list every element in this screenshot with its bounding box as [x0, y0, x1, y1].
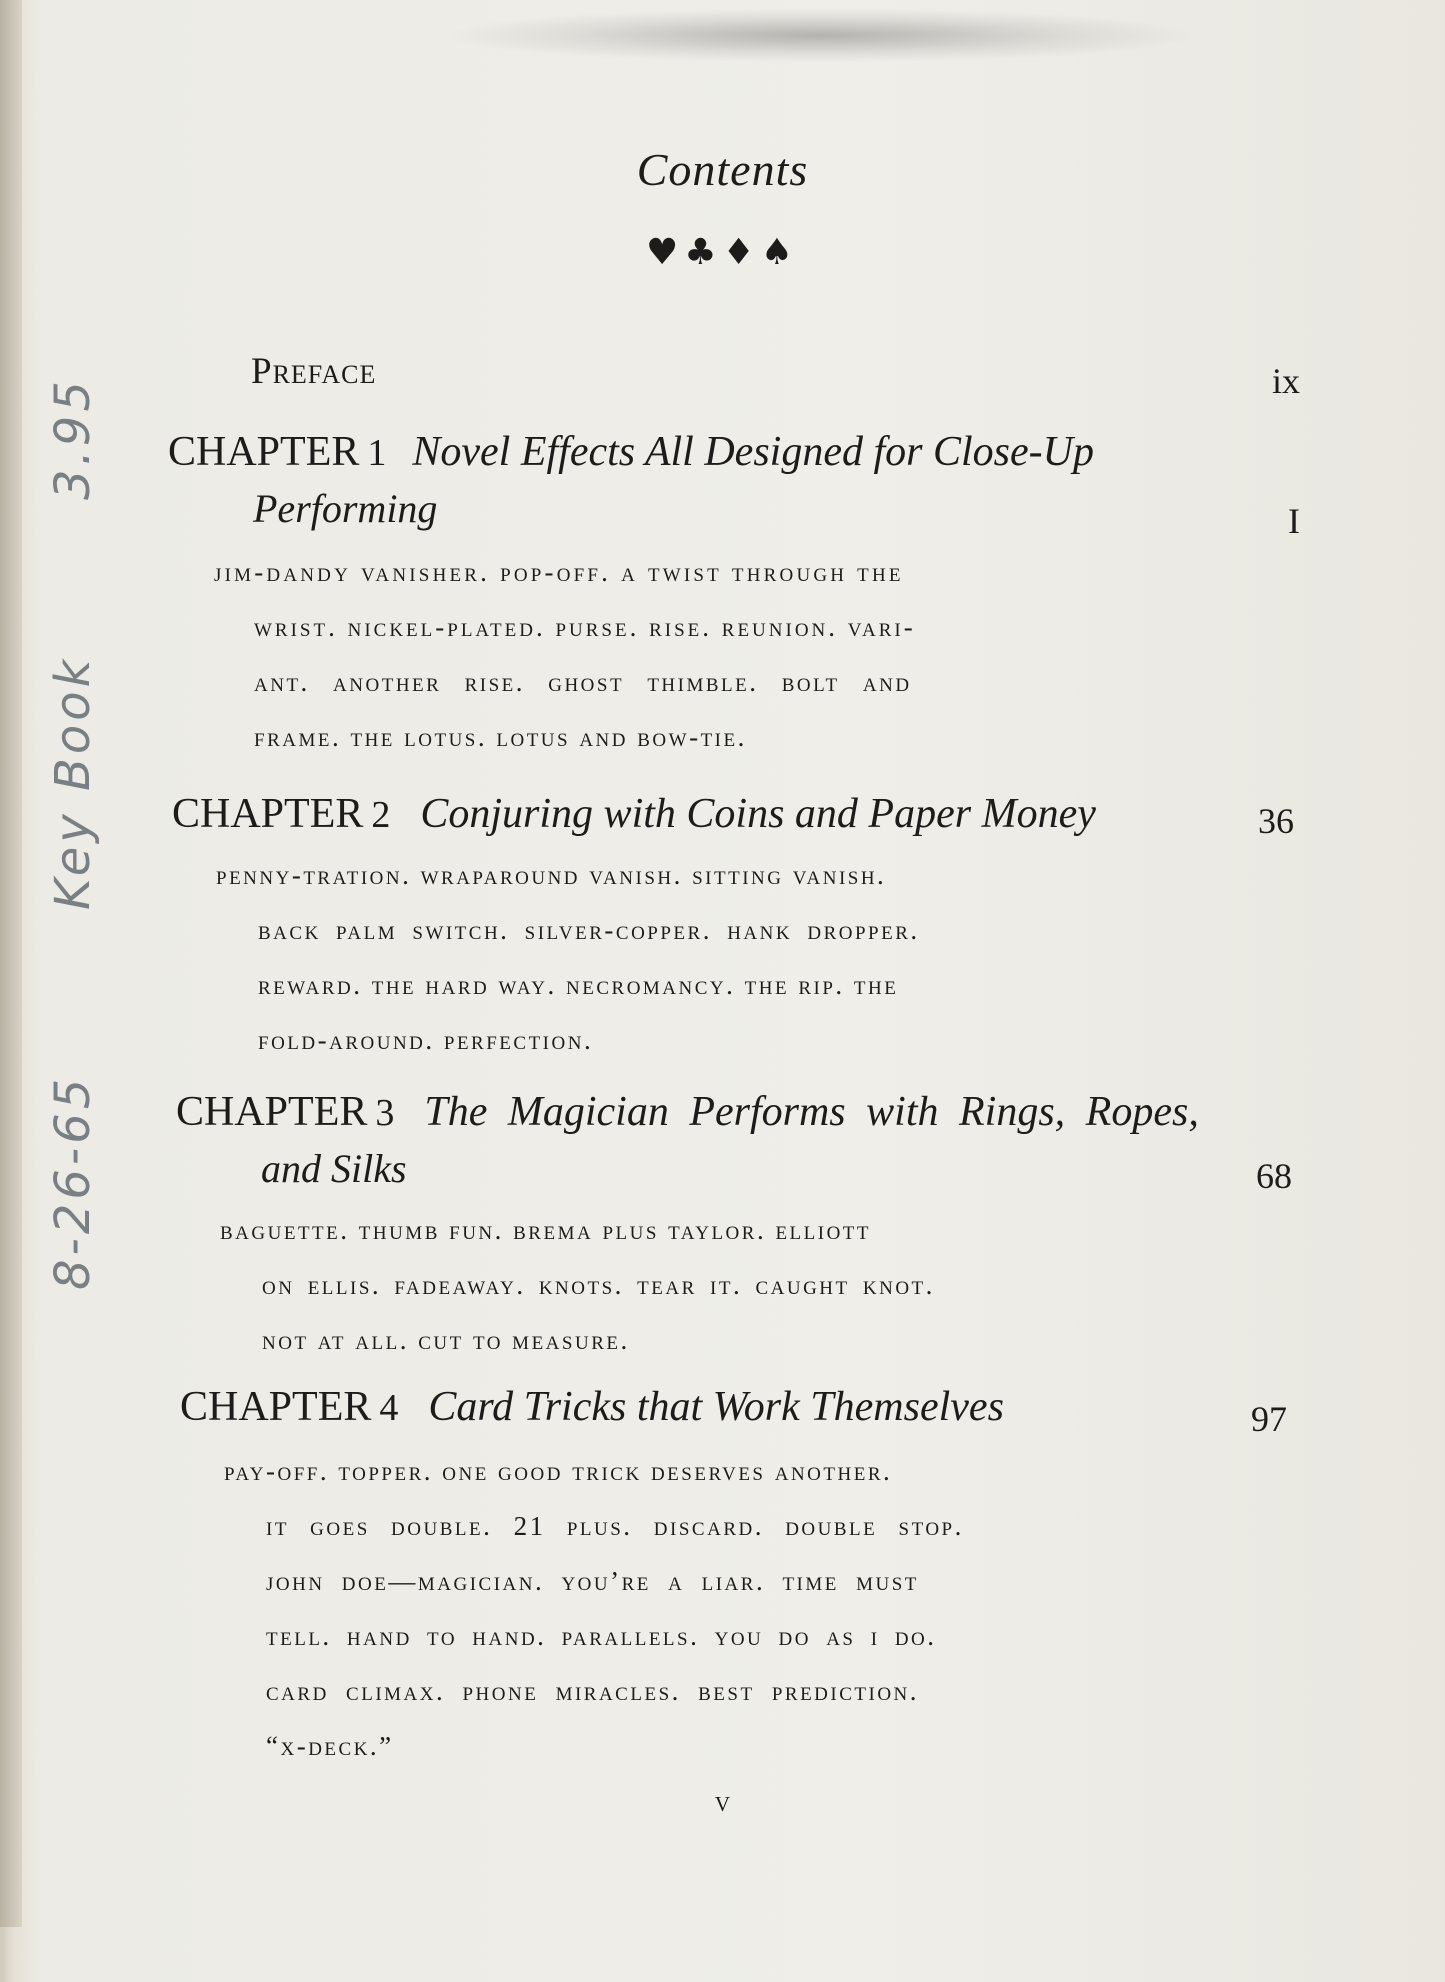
chapter-4-label: CHAPTER	[180, 1384, 372, 1430]
chapter-2-contents-line: fold-around. perfection.	[258, 1025, 594, 1055]
chapter-4-contents-line: card climax. phone miracles. best prediction.	[266, 1676, 920, 1706]
chapter-4-heading	[180, 1383, 1004, 1431]
chapter-3-number: 3	[375, 1092, 395, 1134]
ink-smudge	[440, 8, 1200, 63]
chapter-4-contents	[224, 1444, 964, 1774]
chapter-2-contents-line: penny-tration. wraparound vanish. sitting vanish.	[216, 860, 887, 890]
chapter-1-label: CHAPTER	[168, 429, 360, 475]
chapter-2-heading	[172, 790, 1096, 838]
chapter-1-contents	[214, 545, 916, 765]
chapter-1-heading	[168, 428, 1094, 476]
chapter-2-title: Conjuring with Coins and Paper Money	[420, 791, 1096, 837]
chapter-1-contents-line: ant. another rise. ghost thimble. bolt and	[254, 667, 912, 697]
chapter-4-contents-line: it goes double. 21 plus. discard. double stop.	[266, 1511, 964, 1541]
page-folio: v	[714, 1785, 731, 1818]
chapter-2-page-number: 36	[1258, 801, 1294, 841]
chapter-3-label: CHAPTER	[176, 1089, 368, 1135]
margin-note-label: Key Book	[45, 655, 101, 910]
chapter-3-title-continued: and Silks	[261, 1146, 407, 1191]
chapter-1-number: 1	[367, 432, 387, 474]
chapter-3-page-number: 68	[1256, 1156, 1292, 1196]
margin-note-date: 8-26-65	[45, 1074, 101, 1290]
chapter-1-title-continued: Performing	[253, 486, 438, 531]
chapter-2-number: 2	[371, 794, 391, 836]
chapter-1-contents-line: frame. the lotus. lotus and bow-tie.	[254, 722, 747, 752]
chapter-2-contents-line: back palm switch. silver-copper. hank dropper.	[258, 915, 920, 945]
chapter-2-label: CHAPTER	[172, 791, 364, 837]
chapter-1-contents-line: jim-dandy vanisher. pop-off. a twist through the	[214, 557, 904, 587]
chapter-3-heading	[176, 1088, 1199, 1136]
chapter-4-contents-line: “x-deck.”	[266, 1731, 394, 1761]
chapter-4-title: Card Tricks that Work Themselves	[428, 1384, 1004, 1430]
chapter-4-contents-line: tell. hand to hand. parallels. you do as i do.	[266, 1621, 937, 1651]
chapter-3-contents-line: on ellis. fadeaway. knots. tear it. caught knot.	[262, 1270, 935, 1300]
chapter-4-contents-line: john doe—magician. you’re a liar. time must	[266, 1566, 919, 1596]
chapter-2-contents	[216, 848, 920, 1068]
chapter-3-contents-line: not at all. cut to measure.	[262, 1325, 630, 1355]
chapter-3-contents	[220, 1203, 935, 1368]
chapter-3-contents-line: baguette. thumb fun. brema plus taylor. elliott	[220, 1215, 872, 1245]
chapter-1-page-number: I	[1288, 501, 1300, 541]
chapter-2-contents-line: reward. the hard way. necromancy. the rip. the	[258, 970, 899, 1000]
chapter-1-title: Novel Effects All Designed for Close-Up	[412, 429, 1094, 475]
preface-label: Preface	[251, 351, 377, 392]
chapter-4-number: 4	[379, 1387, 399, 1429]
margin-note-price: 3.95	[45, 377, 101, 500]
preface-page-number: ix	[1271, 361, 1300, 401]
card-suits-ornament: ♥♣♦♠	[645, 232, 800, 273]
chapter-3-title: The Magician Performs with Rings, Ropes,	[424, 1089, 1199, 1135]
chapter-4-contents-line: pay-off. topper. one good trick deserves another.	[224, 1456, 893, 1486]
chapter-4-page-number: 97	[1251, 1399, 1287, 1439]
page-title: Contents	[636, 144, 809, 195]
chapter-1-contents-line: wrist. nickel-plated. purse. rise. reunion. vari-	[254, 612, 916, 642]
page-edge	[0, 0, 22, 1927]
